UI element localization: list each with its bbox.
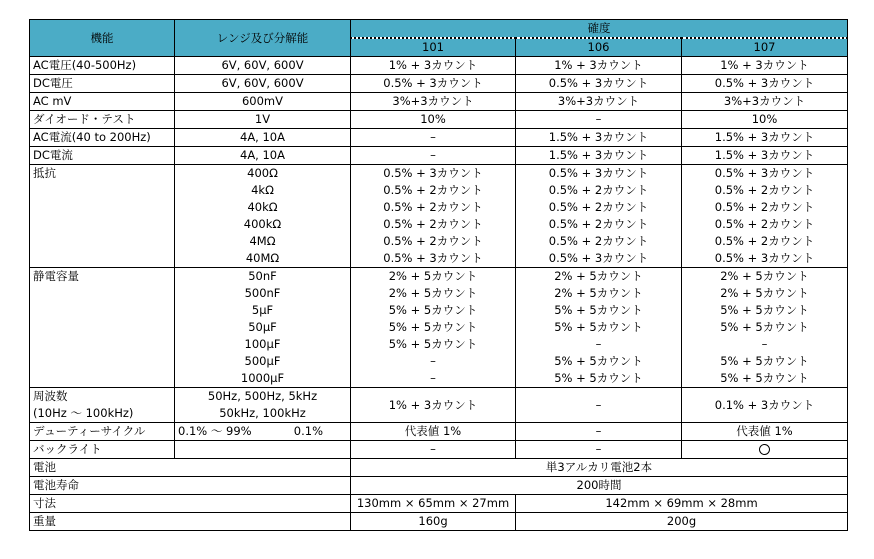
range-line: 400Ω <box>247 166 278 180</box>
acc-101: 1% + 3カウント <box>351 388 516 423</box>
acc-107: 0.1% + 3カウント <box>682 388 848 423</box>
row-duty <box>30 423 848 441</box>
acc-line: 0.5% + 2カウント <box>714 183 815 197</box>
header-function: 機能 <box>30 20 175 57</box>
ranges-resistance <box>175 165 351 268</box>
acc-line: 0.5% + 3カウント <box>383 251 483 265</box>
acc-line: 0.5% + 3カウント <box>548 166 649 180</box>
acc-line: 0.5% + 2カウント <box>714 234 815 248</box>
acc-101-resistance <box>351 165 516 268</box>
acc-107: 0.5% + 3カウント <box>682 75 848 93</box>
label-ac-current: AC電流(40 to 200Hz) <box>30 129 175 147</box>
acc-line: – <box>595 337 602 351</box>
label-duty: デューティーサイクル <box>30 423 175 441</box>
row-ac-mv <box>30 93 848 111</box>
label-dc-voltage: DC電圧 <box>30 75 175 93</box>
acc-line: 0.5% + 3カウント <box>548 251 649 265</box>
acc-line: 0.5% + 2カウント <box>548 200 649 214</box>
range-line: 50kHz, 100kHz <box>219 406 306 420</box>
range-duty <box>175 423 351 441</box>
acc-line: 5% + 5カウント <box>554 354 643 368</box>
row-battery <box>30 459 848 477</box>
acc-line: 0.5% + 2カウント <box>548 234 649 248</box>
range-ac-mv: 600mV <box>175 93 351 111</box>
acc-line: 0.5% + 2カウント <box>383 217 483 231</box>
acc-101: – <box>351 129 516 147</box>
value-weight-101: 160g <box>351 513 516 531</box>
acc-107 <box>682 441 848 459</box>
label-capacitance: 静電容量 <box>30 268 175 388</box>
acc-line: 2% + 5カウント <box>388 269 478 283</box>
row-ac-voltage <box>30 57 848 75</box>
acc-line: 5% + 5カウント <box>388 337 478 351</box>
acc-101: 1% + 3カウント <box>351 57 516 75</box>
acc-line: 0.5% + 2カウント <box>383 183 483 197</box>
range-ac-current: 4A, 10A <box>175 129 351 147</box>
range-line: 40MΩ <box>245 251 280 265</box>
row-weight <box>30 513 848 531</box>
range-diode: 1V <box>175 111 351 129</box>
row-diode <box>30 111 848 129</box>
acc-106-capacitance <box>516 268 682 388</box>
label-weight: 重量 <box>30 513 351 531</box>
acc-line: 5% + 5カウント <box>388 320 478 334</box>
range-line: 5μF <box>251 303 274 317</box>
label-diode: ダイオード・テスト <box>30 111 175 129</box>
acc-106: 0.5% + 3カウント <box>516 75 682 93</box>
header-model-101: 101 <box>351 38 516 57</box>
range-line: 1000μF <box>240 371 285 385</box>
label-ac-voltage: AC電圧(40-500Hz) <box>30 57 175 75</box>
acc-line: 5% + 5カウント <box>720 303 809 317</box>
acc-line: 5% + 5カウント <box>554 303 643 317</box>
acc-107: 3%+3カウント <box>682 93 848 111</box>
header-model-107: 107 <box>682 38 848 57</box>
label-battery-life: 電池寿命 <box>30 477 351 495</box>
acc-106: – <box>516 423 682 441</box>
acc-101: 代表値 1% <box>351 423 516 441</box>
label-backlight: バックライト <box>30 441 175 459</box>
range-line: 50nF <box>248 269 277 283</box>
acc-line: 0.5% + 3カウント <box>383 166 483 180</box>
acc-line: 5% + 5カウント <box>554 371 643 385</box>
label-resistance: 抵抗 <box>30 165 175 268</box>
acc-line: – <box>430 354 436 368</box>
label-line: 周波数 <box>33 389 68 403</box>
range-frequency <box>175 388 351 423</box>
value-dimensions-101: 130mm × 65mm × 27mm <box>351 495 516 513</box>
acc-106: 3%+3カウント <box>516 93 682 111</box>
range-line: 100μF <box>244 337 281 351</box>
row-battery-life <box>30 477 848 495</box>
row-backlight <box>30 441 848 459</box>
acc-line: 0.5% + 2カウント <box>714 217 815 231</box>
acc-line: – <box>761 337 768 351</box>
spec-table <box>29 19 848 531</box>
value-dimensions-106-107: 142mm × 69mm × 28mm <box>516 495 848 513</box>
header-row <box>30 20 848 39</box>
range-duty-resolution: 0.1% <box>293 424 323 438</box>
acc-107-resistance <box>682 165 848 268</box>
acc-line: – <box>430 371 436 385</box>
range-line: 50Hz, 500Hz, 5kHz <box>207 389 318 403</box>
row-capacitance <box>30 268 848 388</box>
acc-106: – <box>516 441 682 459</box>
acc-line: 0.5% + 3カウント <box>714 166 815 180</box>
acc-101: 0.5% + 3カウント <box>351 75 516 93</box>
ranges-capacitance <box>175 268 351 388</box>
acc-line: 2% + 5カウント <box>554 269 643 283</box>
acc-107: 1.5% + 3カウント <box>682 147 848 165</box>
range-line: 4MΩ <box>249 234 276 248</box>
acc-106: 1.5% + 3カウント <box>516 129 682 147</box>
acc-106: 1% + 3カウント <box>516 57 682 75</box>
acc-101: – <box>351 441 516 459</box>
row-dc-voltage <box>30 75 848 93</box>
range-line: 40kΩ <box>247 200 278 214</box>
range-line: 500μF <box>244 354 281 368</box>
range-line: 50μF <box>248 320 277 334</box>
label-ac-mv: AC mV <box>30 93 175 111</box>
header-range: レンジ及び分解能 <box>175 20 351 57</box>
row-ac-current <box>30 129 848 147</box>
row-resistance <box>30 165 848 268</box>
range-line: 4kΩ <box>251 183 274 197</box>
acc-line: 5% + 5カウント <box>554 320 643 334</box>
acc-107-capacitance <box>682 268 848 388</box>
acc-107: 代表値 1% <box>682 423 848 441</box>
label-line: (10Hz ～ 100kHz) <box>33 406 134 420</box>
range-backlight <box>175 441 351 459</box>
acc-106: – <box>516 388 682 423</box>
row-frequency <box>30 388 848 423</box>
range-dc-current: 4A, 10A <box>175 147 351 165</box>
acc-106: 1.5% + 3カウント <box>516 147 682 165</box>
label-dc-current: DC電流 <box>30 147 175 165</box>
acc-line: 2% + 5カウント <box>720 269 809 283</box>
row-dimensions <box>30 495 848 513</box>
label-frequency <box>30 388 175 423</box>
range-line: 500nF <box>244 286 281 300</box>
acc-106-resistance <box>516 165 682 268</box>
acc-line: 5% + 5カウント <box>720 320 809 334</box>
acc-line: 5% + 5カウント <box>720 354 809 368</box>
acc-line: 0.5% + 2カウント <box>714 200 815 214</box>
acc-line: 0.5% + 3カウント <box>714 251 815 265</box>
acc-107: 1% + 3カウント <box>682 57 848 75</box>
acc-line: 5% + 5カウント <box>720 371 809 385</box>
label-dimensions: 寸法 <box>30 495 351 513</box>
header-model-106: 106 <box>516 38 682 57</box>
acc-line: 2% + 5カウント <box>720 286 809 300</box>
acc-line: 2% + 5カウント <box>554 286 643 300</box>
acc-107: 10% <box>682 111 848 129</box>
value-battery-life: 200時間 <box>351 477 848 495</box>
acc-line: 0.5% + 2カウント <box>383 200 483 214</box>
acc-line: 0.5% + 2カウント <box>383 234 483 248</box>
acc-line: 0.5% + 2カウント <box>548 183 649 197</box>
acc-line: 5% + 5カウント <box>388 303 478 317</box>
acc-line: 2% + 5カウント <box>388 286 478 300</box>
header-accuracy: 確度 <box>351 20 848 39</box>
circle-icon <box>759 444 770 455</box>
label-battery: 電池 <box>30 459 351 477</box>
range-ac-voltage: 6V, 60V, 600V <box>175 57 351 75</box>
value-battery: 単3アルカリ電池2本 <box>351 459 848 477</box>
range-duty-span: 0.1% ～ 99% <box>178 424 252 438</box>
acc-107: 1.5% + 3カウント <box>682 129 848 147</box>
acc-101: – <box>351 147 516 165</box>
acc-line: 0.5% + 2カウント <box>548 217 649 231</box>
range-line: 400kΩ <box>243 217 282 231</box>
acc-101-capacitance <box>351 268 516 388</box>
value-weight-106-107: 200g <box>516 513 848 531</box>
range-dc-voltage: 6V, 60V, 600V <box>175 75 351 93</box>
acc-106: – <box>516 111 682 129</box>
row-dc-current <box>30 147 848 165</box>
acc-101: 10% <box>351 111 516 129</box>
acc-101: 3%+3カウント <box>351 93 516 111</box>
